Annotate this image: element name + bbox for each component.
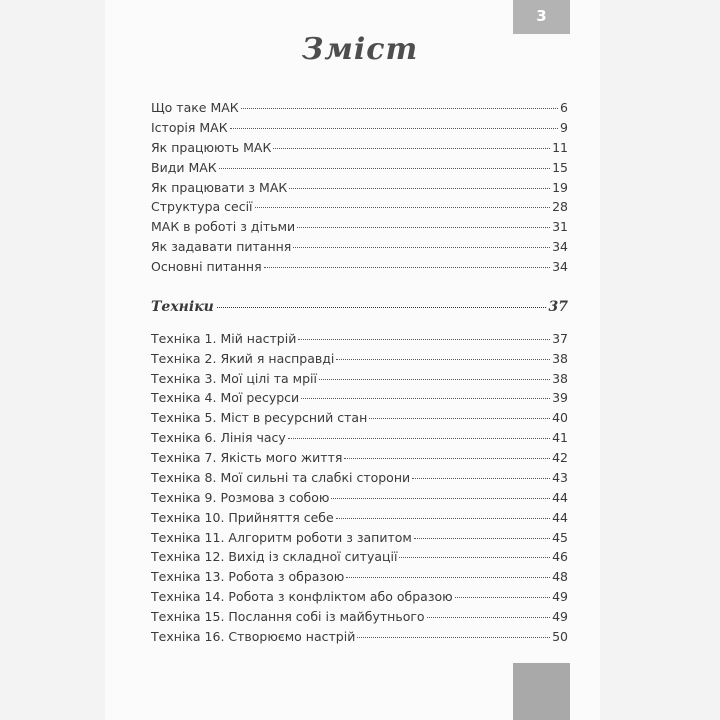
toc-entry-title: Техніка 6. Лінія часу (151, 430, 286, 445)
toc-entry-title: Структура сесії (151, 199, 253, 214)
toc-entry (151, 390, 568, 408)
toc-entry (151, 351, 568, 369)
toc-entry-title: Види МАК (151, 160, 217, 175)
toc-entry-title: Техніка 4. Мої ресурси (151, 390, 300, 405)
toc-entry-title: Техніка 7. Якість мого життя (151, 450, 343, 465)
toc-entry-title: Історія МАК (151, 120, 228, 135)
toc-entry (151, 530, 568, 548)
toc-entry-title: Техніка 15. Послання собі із майбутнього (151, 609, 425, 624)
toc-entry (151, 219, 568, 237)
toc-section-title: Техніки (151, 299, 214, 315)
toc-entry-page: 49 (552, 589, 568, 604)
toc-entry (151, 410, 568, 428)
toc-entry-title: Техніка 11. Алгоритм роботи з запитом (151, 530, 412, 545)
page-number: 3 (536, 7, 547, 25)
toc-entry-page: 48 (552, 569, 568, 584)
leader-dots (255, 207, 551, 208)
toc-entry (151, 120, 568, 138)
toc-entry-page: 43 (552, 470, 568, 485)
toc-entry (151, 470, 568, 488)
toc-entry (151, 490, 568, 508)
toc-entry-title: Як задавати питання (151, 239, 292, 254)
toc-entry (151, 629, 568, 647)
leader-dots (455, 597, 550, 598)
leader-dots (427, 617, 551, 618)
leader-dots (336, 359, 550, 360)
leader-dots (336, 518, 550, 519)
toc-entry-title: Техніка 16. Створюємо настрій (151, 629, 356, 644)
toc-entry (151, 371, 568, 389)
toc-entry-page: 6 (560, 100, 568, 115)
leader-dots (298, 339, 550, 340)
table-of-contents (151, 0, 568, 720)
leader-dots (293, 247, 550, 248)
toc-entry-title: Техніка 10. Прийняття себе (151, 510, 334, 525)
toc-entry (151, 259, 568, 277)
toc-entry (151, 180, 568, 198)
toc-entry-page: 37 (552, 331, 568, 346)
toc-entry-page: 34 (552, 259, 568, 274)
toc-entry (151, 430, 568, 448)
leader-dots (217, 307, 546, 308)
toc-entry (151, 100, 568, 118)
toc-entry-page: 34 (552, 239, 568, 254)
toc-entry-page: 31 (552, 219, 568, 234)
leader-dots (412, 478, 550, 479)
leader-dots (301, 398, 550, 399)
toc-entry-page: 38 (552, 371, 568, 386)
toc-section-page: 37 (548, 299, 568, 315)
toc-entry (151, 450, 568, 468)
toc-entry (151, 160, 568, 178)
toc-entry-page: 38 (552, 351, 568, 366)
toc-entry-page: 28 (552, 199, 568, 214)
leader-dots (319, 379, 550, 380)
toc-entry-page: 46 (552, 549, 568, 564)
leader-dots (346, 577, 550, 578)
leader-dots (357, 637, 550, 638)
toc-entry-title: Техніка 3. Мої цілі та мрії (151, 371, 317, 386)
toc-entry (151, 140, 568, 158)
toc-entry-title: Техніка 14. Робота з конфліктом або образою (151, 589, 453, 604)
leader-dots (369, 418, 550, 419)
toc-entry (151, 569, 568, 587)
toc-entry-title: Техніка 2. Який я насправді (151, 351, 335, 366)
toc-entry-page: 44 (552, 510, 568, 525)
toc-entry-title: Основні питання (151, 259, 262, 274)
toc-entry-page: 15 (552, 160, 568, 175)
toc-entry-page: 44 (552, 490, 568, 505)
leader-dots (288, 438, 550, 439)
toc-entry-title: Техніка 9. Розмова з собою (151, 490, 330, 505)
toc-entry-page: 42 (552, 450, 568, 465)
toc-entry-page: 41 (552, 430, 568, 445)
toc-entry (151, 199, 568, 217)
leader-dots (219, 168, 550, 169)
toc-entry-page: 19 (552, 180, 568, 195)
toc-entry (151, 589, 568, 607)
toc-entry-title: Що таке МАК (151, 100, 239, 115)
toc-entry (151, 331, 568, 349)
toc-entry-page: 50 (552, 629, 568, 644)
toc-entry-title: Техніка 5. Міст в ресурсний стан (151, 410, 368, 425)
toc-entry-title: Техніка 12. Вихід із складної ситуації (151, 549, 398, 564)
leader-dots (344, 458, 550, 459)
toc-entry-title: Техніка 8. Мої сильні та слабкі сторони (151, 470, 411, 485)
leader-dots (297, 227, 550, 228)
toc-entry-page: 9 (560, 120, 568, 135)
toc-entry (151, 510, 568, 528)
toc-entry-page: 45 (552, 530, 568, 545)
leader-dots (331, 498, 550, 499)
toc-section (151, 299, 568, 321)
page-title: Зміст (301, 32, 419, 67)
toc-entry (151, 609, 568, 627)
toc-entry-title: Техніка 1. Мій настрій (151, 331, 297, 346)
toc-entry-page: 39 (552, 390, 568, 405)
toc-entry-page: 49 (552, 609, 568, 624)
leader-dots (289, 188, 550, 189)
leader-dots (414, 538, 550, 539)
toc-entry-title: Техніка 13. Робота з образою (151, 569, 345, 584)
leader-dots (264, 267, 550, 268)
toc-entry-title: МАК в роботі з дітьми (151, 219, 296, 234)
leader-dots (241, 108, 558, 109)
toc-entry-title: Як працюють МАК (151, 140, 272, 155)
leader-dots (273, 148, 550, 149)
toc-entry-page: 40 (552, 410, 568, 425)
toc-entry (151, 549, 568, 567)
leader-dots (230, 128, 558, 129)
leader-dots (399, 557, 550, 558)
toc-entry-title: Як працювати з МАК (151, 180, 288, 195)
toc-entry (151, 239, 568, 257)
toc-entry-page: 11 (552, 140, 568, 155)
